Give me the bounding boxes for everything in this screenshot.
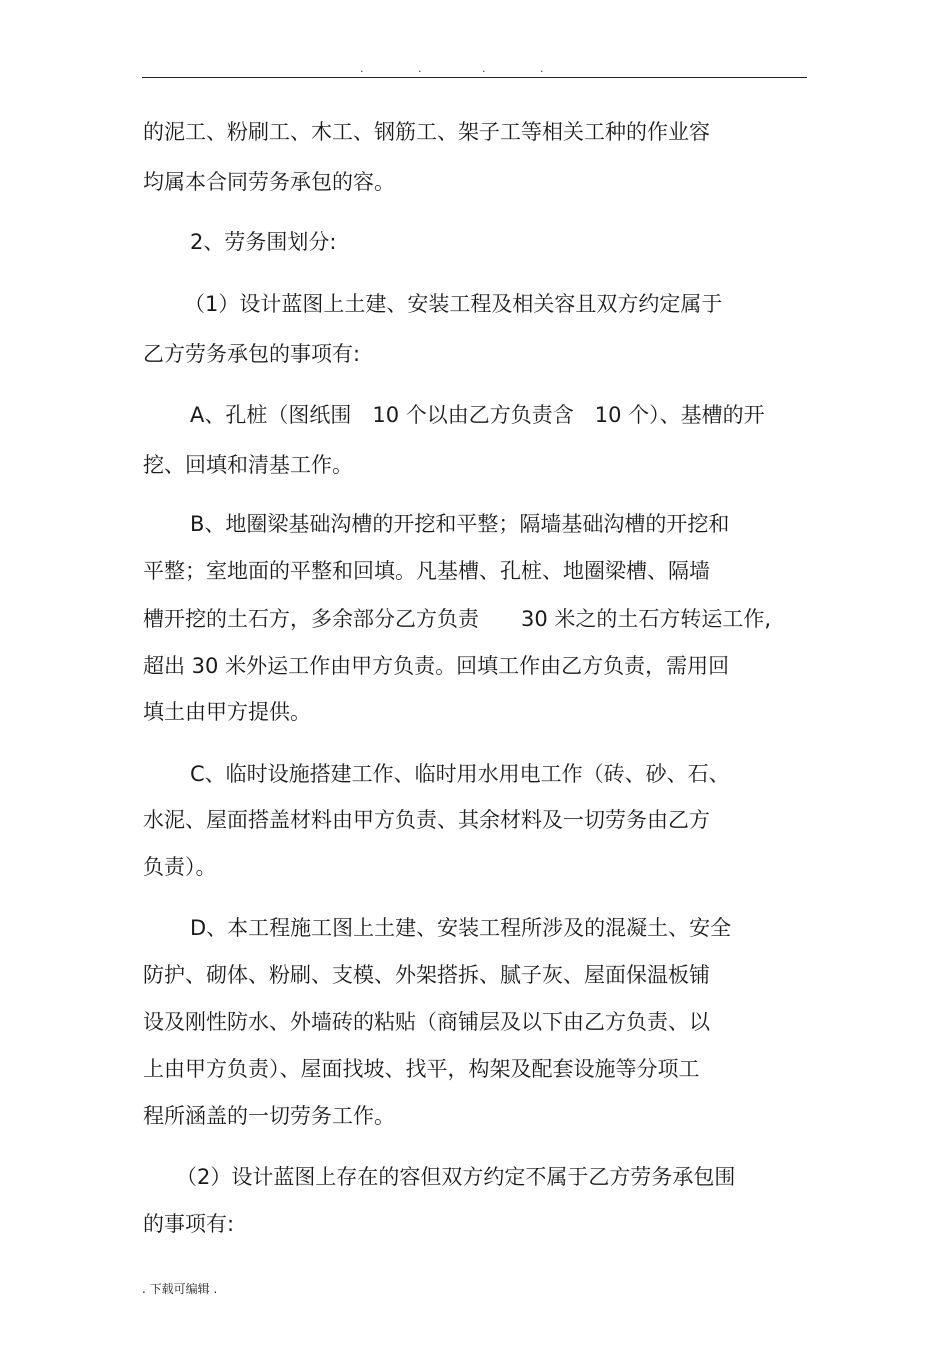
text-line: A、孔桩（图纸围 10 个以由乙方负责含 10 个）、基槽的开 [190, 403, 765, 427]
text-line: 程所涵盖的一切劳务工作。 [143, 1104, 395, 1128]
text-line: 防护、砌体、粉刷、支模、外架搭拆、腻子灰、屋面保温板铺 [143, 963, 710, 987]
text-line: 水泥、屋面搭盖材料由甲方负责、其余材料及一切劳务由乙方 [143, 808, 710, 832]
text-line: 乙方劳务承包的事项有: [143, 342, 361, 366]
text-line: 上由甲方负责）、屋面找坡、找平，构架及配套设施等分项工 [143, 1057, 700, 1081]
text-line: 均属本合同劳务承包的容。 [143, 170, 395, 194]
header-rule [142, 77, 807, 78]
text-line: C、临时设施搭建工作、临时用水用电工作（砖、砂、石、 [190, 762, 730, 786]
header-dot: . [418, 62, 422, 75]
section-heading: 2、劳务围划分: [190, 230, 337, 254]
text-line: B、地圈梁基础沟槽的开挖和平整；隔墙基础沟槽的开挖和 [190, 512, 730, 536]
text-line: 挖、回填和清基工作。 [143, 453, 353, 477]
text-line: 超出 30 米外运工作由甲方负责。回填工作由乙方负责，需用回 [143, 654, 730, 678]
text-line: （1）设计蓝图上土建、安装工程及相关容且双方约定属于 [184, 292, 723, 316]
header-dot: . [482, 62, 486, 75]
text-line: （2）设计蓝图上存在的容但双方约定不属于乙方劳务承包围 [176, 1165, 736, 1189]
page-footer: . 下载可编辑 . [142, 1282, 218, 1296]
text-line: 负责）。 [143, 855, 217, 879]
text-line: 的事项有: [143, 1212, 235, 1236]
header-dot: . [540, 62, 544, 75]
text-line: 设及刚性防水、外墙砖的粘贴（商铺层及以下由乙方负责、以 [143, 1010, 710, 1034]
text-line: 平整；室地面的平整和回填。凡基槽、孔桩、地圈梁槽、隔墙 [143, 559, 710, 583]
text-line: 填土由甲方提供。 [143, 700, 311, 724]
text-line: 槽开挖的土石方，多余部分乙方负责 30 米之的土石方转运工作, [143, 607, 772, 631]
text-line: D、本工程施工图上土建、安装工程所涉及的混凝土、安全 [190, 916, 732, 940]
header-dot: . [360, 62, 364, 75]
text-line: 的泥工、粉刷工、木工、钢筋工、架子工等相关工种的作业容 [143, 120, 710, 144]
